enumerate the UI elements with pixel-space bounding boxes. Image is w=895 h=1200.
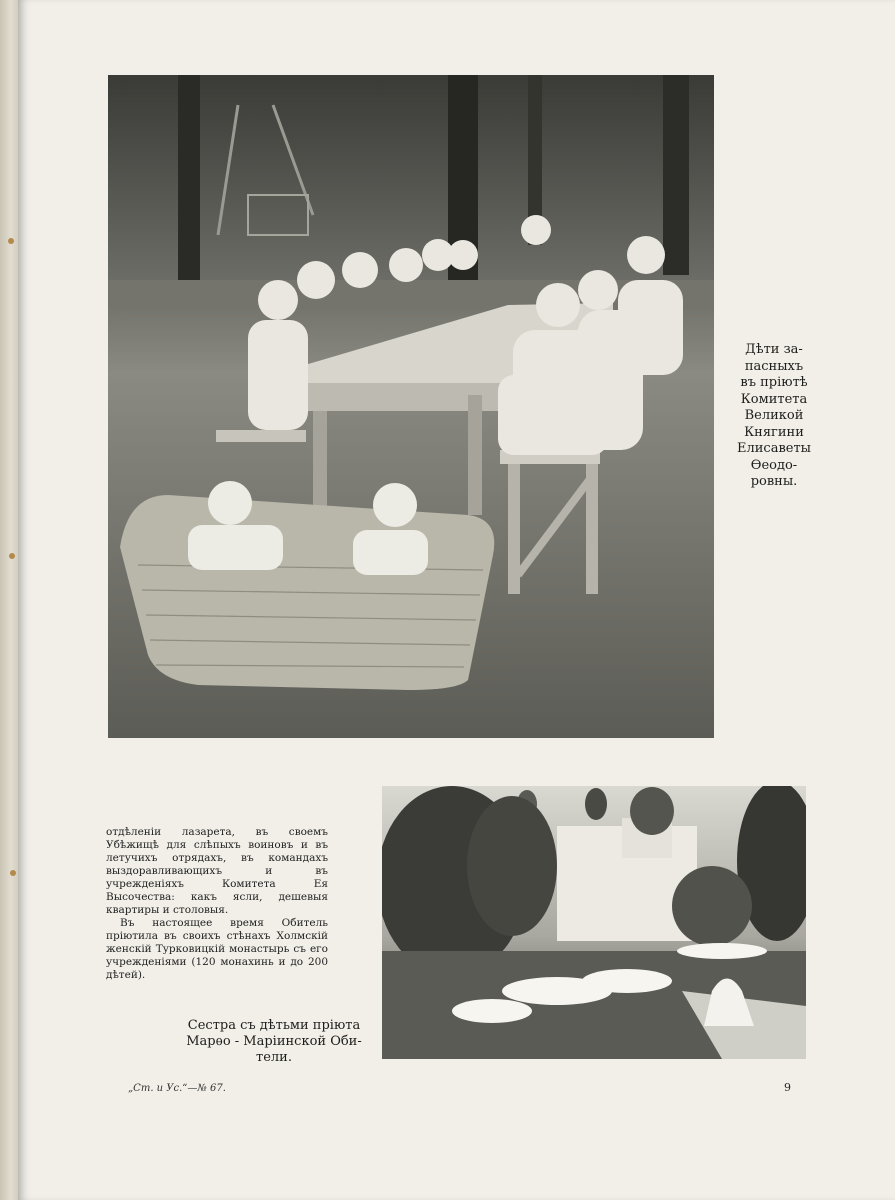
issue-reference: „Ст. и Ус.“—№ 67. [128,1083,226,1094]
caption-line: тели. [256,1050,292,1065]
photo-children-at-table [108,75,714,738]
binding-stitch [8,238,14,244]
caption-line: Княгини [744,424,804,440]
photo-caption-sister [186,1018,362,1066]
binding-stitch [10,870,16,876]
binding-stitch [9,553,15,559]
book-binding [0,0,18,1200]
photo-caption-orphanage [728,342,820,491]
caption-line: пасныхъ [744,358,804,374]
caption-line: Марѳо - Маріинской Оби- [186,1034,362,1049]
article-text [106,826,328,982]
caption-line: Ѳеодо- [750,457,798,473]
caption-line: Великой [744,408,804,423]
article-paragraph: отдѣленіи лазарета, въ своемъ Убѣжищѣ для слѣпыхъ воиновъ и въ летучихъ отрядахъ, въ командахъ выздоравливающихъ и въ учрежденіяхъ Комитета Ея Высочества: какъ ясли, дешевыя квартиры и столовыя. [106,826,328,916]
caption-line: Дѣти за- [745,342,803,357]
caption-line: Елисаветы [737,441,811,456]
caption-line: въ пріютѣ [740,375,808,390]
photo-convent-garden [382,786,806,1059]
caption-line: ровны. [750,474,798,489]
caption-line: Сестра съ дѣтьми пріюта [187,1018,361,1033]
caption-line: Комитета [740,391,808,407]
article-paragraph: Въ настоящее время Обитель пріютила въ своихъ стѣнахъ Холмскій женскій Турковицкій монастырь съ его учрежденіями (120 монахинь и до 200 дѣтей). [106,917,328,981]
page-number: 9 [784,1081,791,1094]
